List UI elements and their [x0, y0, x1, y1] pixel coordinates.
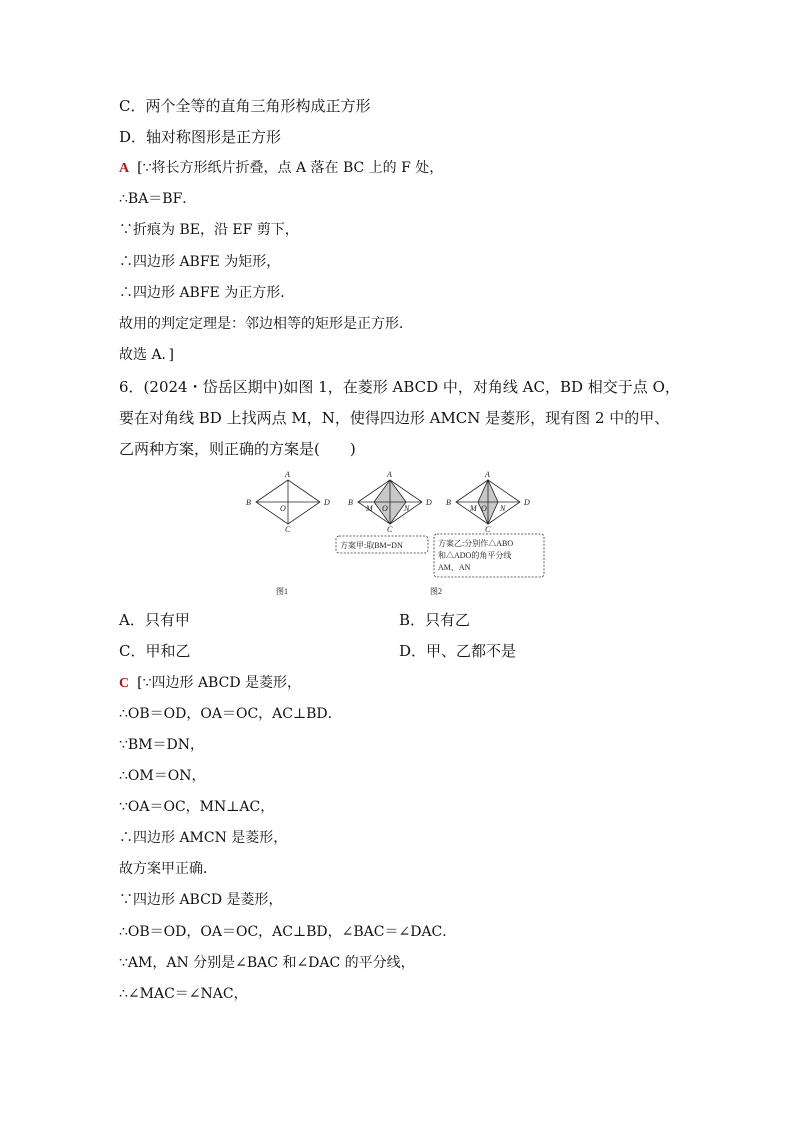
label-n: N [404, 504, 410, 513]
solution-line: 故方案甲正确． [119, 861, 217, 877]
answer-mark: A [119, 161, 130, 176]
option-c: C．甲和乙 [119, 642, 191, 660]
label-d: D [324, 498, 330, 507]
label-o: O [481, 504, 487, 513]
question-6-line: 6．(2024・岱岳区期中)如图 1，在菱形 ABCD 中，对角线 AC，BD 相交于点 O， [119, 378, 680, 396]
rhombus-figure [236, 466, 556, 606]
solution-line: 故选 A．] [119, 347, 175, 363]
label-m: M [366, 504, 373, 513]
label-b: B [446, 498, 451, 507]
label-a: A [285, 470, 290, 479]
label-c: C [485, 525, 491, 534]
solution-line: ∴∠MAC＝∠NAC， [119, 986, 248, 1002]
label-o: O [280, 504, 286, 513]
plan-1-text: 方案甲:取BM=DN [340, 541, 403, 550]
solution-line: ∴四边形 AMCN 是菱形， [119, 830, 288, 846]
plan-2-text: 和△ADO的角平分线 [438, 551, 512, 560]
figure-2a-rhombus [358, 480, 422, 524]
label-b: B [348, 498, 353, 507]
option-b: B．只有乙 [399, 611, 471, 629]
solution-line: C [∵四边形 ABCD 是菱形， [119, 675, 301, 691]
figure-2b-rhombus [456, 480, 520, 524]
solution-line: ∵BM＝DN， [119, 737, 205, 753]
solution-line: ∵AM，AN 分别是∠BAC 和∠DAC 的平分线， [119, 955, 415, 971]
label-n: N [500, 504, 506, 513]
option-c-line: C．两个全等的直角三角形构成正方形 [119, 97, 371, 115]
figure-1-rhombus [256, 480, 320, 524]
solution-line: A [∵将长方形纸片折叠，点 A 落在 BC 上的 F 处， [119, 160, 444, 176]
label-b: B [246, 498, 251, 507]
figure-2-caption: 图2 [430, 587, 442, 596]
label-o: O [382, 504, 388, 513]
solution-line: ∴OB＝OD，OA＝OC，AC⊥BD． [119, 706, 342, 722]
option-d-line: D．轴对称图形是正方形 [119, 128, 282, 146]
plan-2-text: 方案乙:分别作△ABO [438, 539, 514, 548]
label-c: C [285, 525, 291, 534]
label-m: M [470, 504, 477, 513]
solution-line: ∵折痕为 BE，沿 EF 剪下， [119, 222, 299, 238]
label-d: D [524, 498, 530, 507]
option-d: D．甲、乙都不是 [399, 642, 517, 660]
solution-line: ∴OM＝ON， [119, 768, 206, 784]
answer-mark: C [119, 676, 130, 691]
solution-line: 故用的判定定理是：邻边相等的矩形是正方形． [119, 316, 413, 332]
plan-2-text: AM、AN [438, 563, 471, 572]
option-a: A．只有甲 [119, 611, 190, 629]
solution-line: ∴四边形 ABFE 为正方形． [119, 285, 295, 301]
solution-line: ∴BA＝BF． [119, 191, 197, 207]
label-c: C [387, 525, 393, 534]
solution-line: ∵四边形 ABCD 是菱形， [119, 892, 283, 908]
solution-line: ∴OB＝OD，OA＝OC，AC⊥BD，∠BAC＝∠DAC． [119, 924, 457, 940]
label-a: A [485, 470, 490, 479]
label-d: D [426, 498, 432, 507]
figure-1-caption: 图1 [276, 587, 288, 596]
label-a: A [387, 470, 392, 479]
question-6-line: 乙两种方案，则正确的方案是( ) [119, 440, 356, 458]
solution-line: ∴四边形 ABFE 为矩形， [119, 254, 281, 270]
solution-line: ∵OA＝OC，MN⊥AC， [119, 799, 275, 815]
question-6-line: 要在对角线 BD 上找两点 M，N，使得四边形 AMCN 是菱形，现有图 2 中的甲、 [119, 409, 670, 427]
